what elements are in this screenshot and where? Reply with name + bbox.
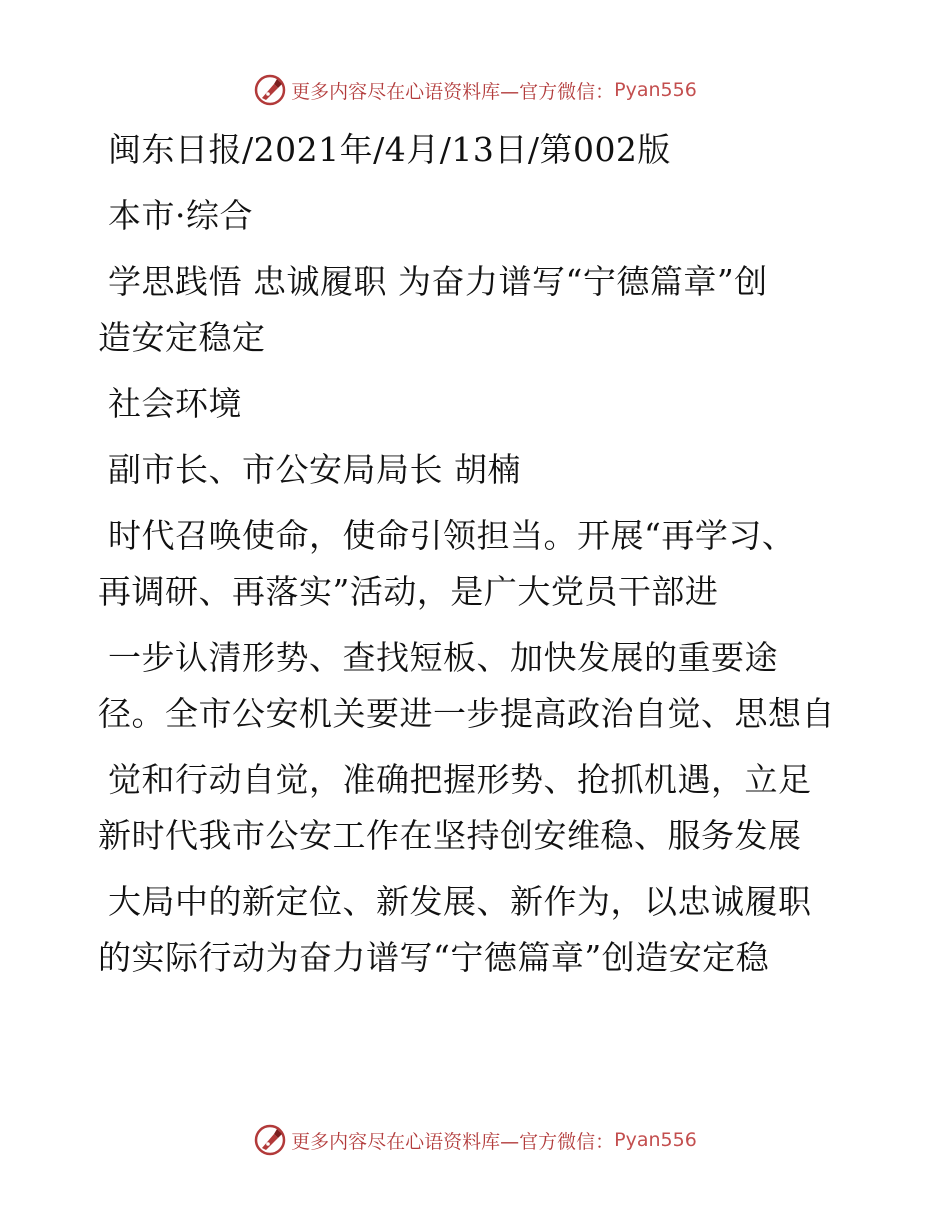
article-title-line-2: 造安定稳定 (98, 318, 266, 357)
dateline: 闽东日报/2021年/4月/13日/第002版 (108, 130, 671, 169)
footer-banner (0, 1120, 950, 1160)
banner-wechat-id: Pyan556 (614, 79, 697, 101)
banner-text: 更多内容尽在心语资料库—官方微信： (291, 80, 615, 103)
banner-text: 更多内容尽在心语资料库—官方微信： (291, 1130, 615, 1153)
body-line-3: 一步认清形势、查找短板、加快发展的重要途 (108, 638, 778, 677)
article-title-line-3: 社会环境 (108, 384, 242, 423)
pen-nib-logo-icon (253, 1123, 287, 1157)
body-line-7: 大局中的新定位、新发展、新作为，以忠诚履职 (108, 882, 812, 921)
article (98, 122, 858, 986)
body-line-5: 觉和行动自觉，准确把握形势、抢抓机遇，立足 (108, 760, 812, 799)
body-line-1: 时代召唤使命，使命引领担当。开展“再学习、 (108, 516, 796, 555)
banner-wechat-id: Pyan556 (614, 1129, 697, 1151)
author-line: 副市长、市公安局局长 胡楠 (108, 450, 521, 489)
body-line-2: 再调研、再落实”活动，是广大党员干部进 (98, 572, 719, 611)
body-line-4: 径。全市公安机关要进一步提高政治自觉、思想自 (98, 694, 835, 733)
section-label: 本市·综合 (108, 196, 253, 235)
body-line-6: 新时代我市公安工作在坚持创安维稳、服务发展 (98, 816, 802, 855)
article-title-line-1: 学思践悟 忠诚履职 为奋力谱写“宁德篇章”创 (108, 262, 768, 301)
header-banner (0, 70, 950, 110)
body-line-8: 的实际行动为奋力谱写“宁德篇章”创造安定稳 (98, 938, 770, 977)
pen-nib-logo-icon (253, 73, 287, 107)
